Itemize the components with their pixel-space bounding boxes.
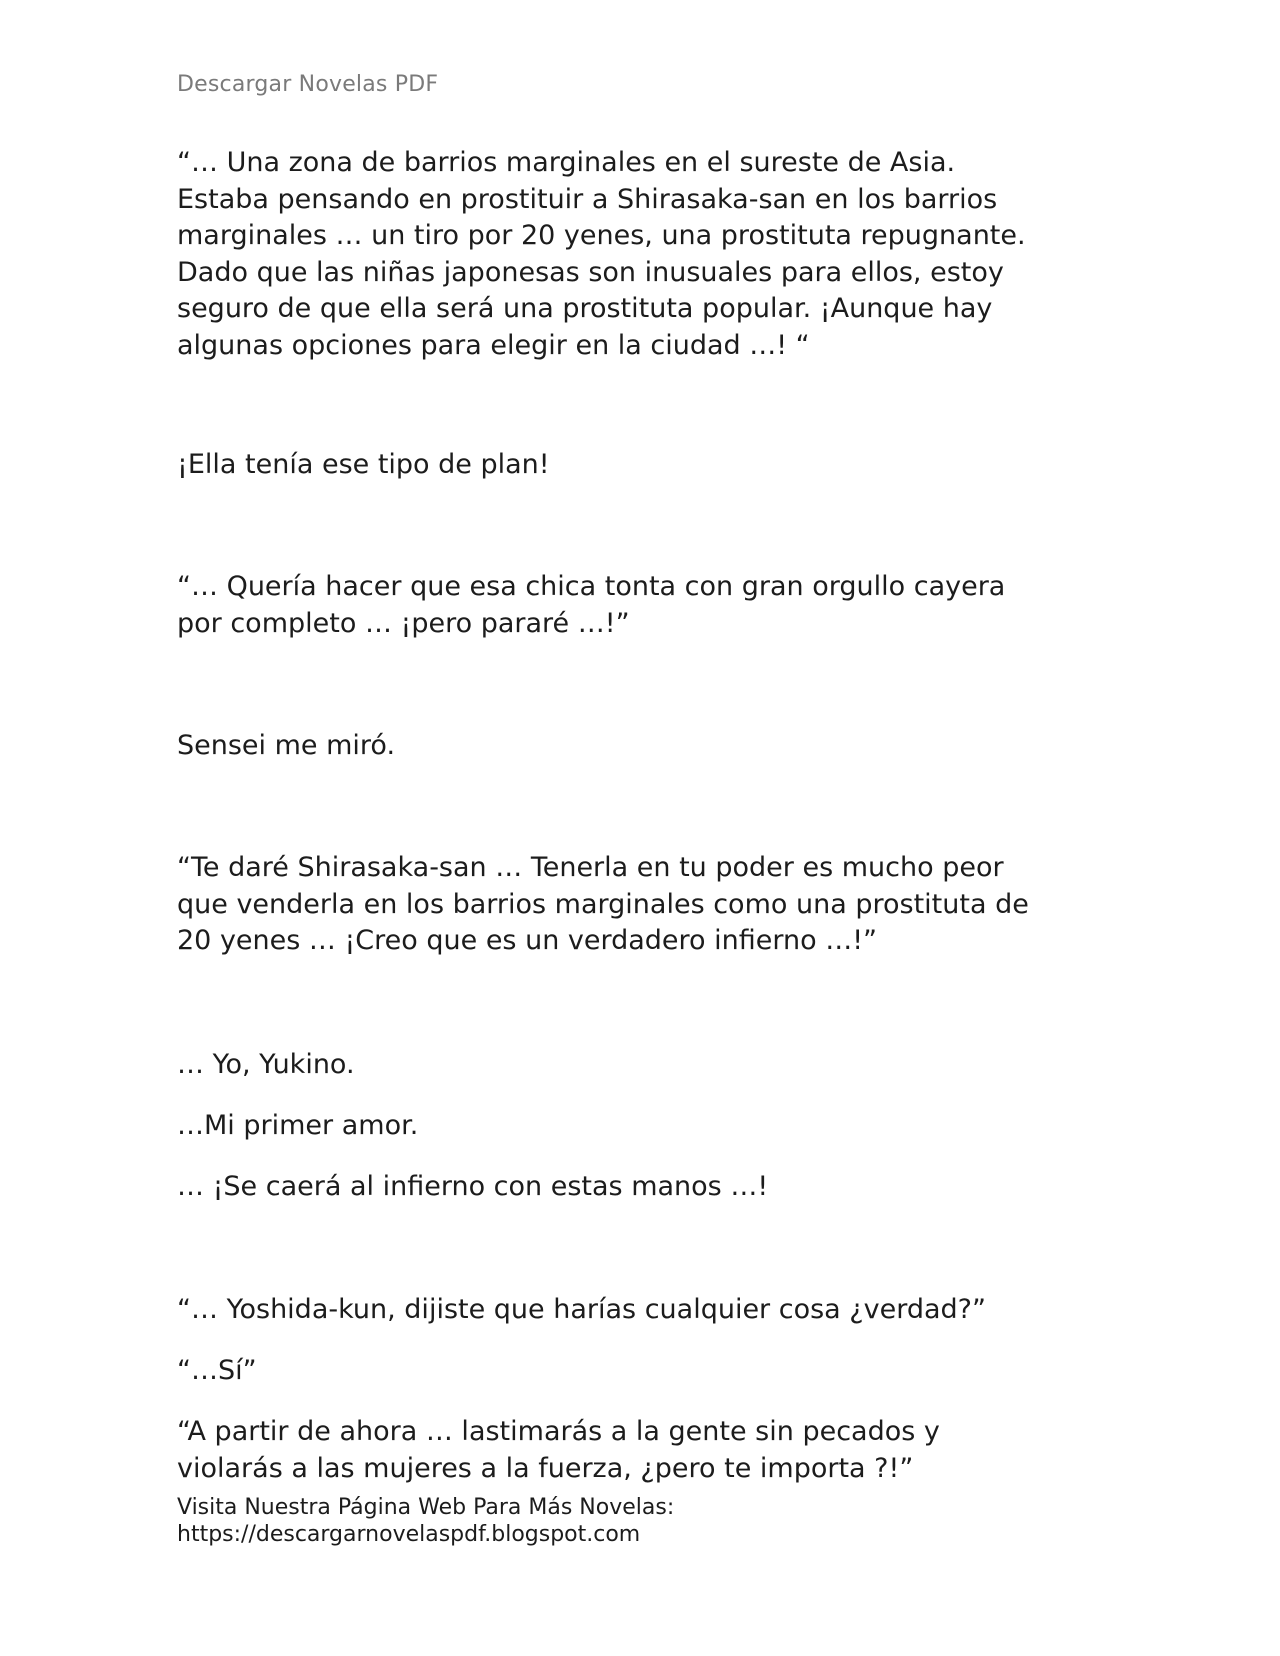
paragraph-9: “… Yoshida-kun, dijiste que harías cualquier cosa ¿verdad?”: [177, 1294, 986, 1325]
paragraph-1: “… Una zona de barrios marginales en el sureste de Asia. Estaba pensando en prostituir a Shirasaka-san en los barrios marginales … un tiro por 20 yenes, una prostituta repugnante. Dado que las niñas japonesas son inusuales para ellos, estoy seguro de que ella será una prostituta popular. ¡Aunque hay algunas opciones para elegir en la ciudad …! “: [177, 147, 1026, 361]
paragraph-7: …Mi primer amor.: [177, 1110, 419, 1141]
paragraph-10: “…Sí”: [177, 1355, 257, 1386]
paragraph-4: Sensei me miró.: [177, 730, 396, 761]
paragraph-3: “… Quería hacer que esa chica tonta con gran orgullo cayera por completo … ¡pero pararé …!”: [177, 571, 1006, 639]
paragraph-8: … ¡Se caerá al infierno con estas manos …!: [177, 1171, 769, 1202]
paragraph-2: ¡Ella tenía ese tipo de plan!: [177, 449, 550, 480]
page-footer: Visita Nuestra Página Web Para Más Novelas: https://descargarnovelaspdf.blogspot.com: [177, 1495, 675, 1547]
paragraph-6: … Yo, Yukino.: [177, 1049, 355, 1080]
paragraph-11: “A partir de ahora … lastimarás a la gente sin pecados y violarás a las mujeres a la fuerza, ¿pero te importa ?!”: [177, 1416, 940, 1484]
paragraph-5: “Te daré Shirasaka-san … Tenerla en tu poder es mucho peor que venderla en los barrios marginales como una prostituta de 20 yenes … ¡Creo que es un verdadero infierno …!”: [177, 852, 1029, 956]
page-header: Descargar Novelas PDF: [177, 72, 439, 97]
